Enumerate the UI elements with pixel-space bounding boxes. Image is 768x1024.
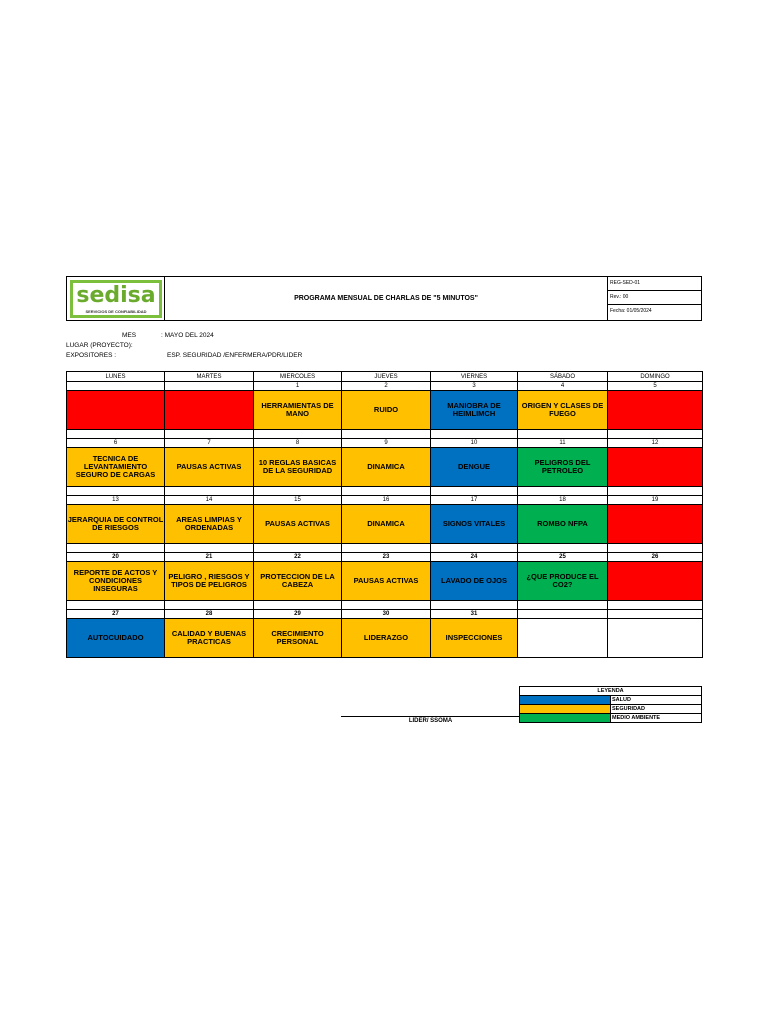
date-number (67, 382, 165, 391)
topic-cell: CALIDAD Y BUENAS PRACTICAS (165, 619, 254, 658)
date-number: 28 (165, 610, 254, 619)
lugar-label: LUGAR (PROYECTO): (66, 342, 133, 349)
topic-cell: PAUSAS ACTIVAS (165, 448, 254, 487)
expositores-value: ESP. SEGURIDAD /ENFERMERA/PDR/LIDER (167, 352, 303, 359)
company-logo (70, 280, 162, 318)
date-number: 20 (67, 553, 165, 562)
date-number: 23 (342, 553, 431, 562)
date-number: 7 (165, 439, 254, 448)
date-number: 18 (518, 496, 608, 505)
topic-cell: DINAMICA (342, 448, 431, 487)
document-date: Fecha: 01/05/2024 (610, 308, 652, 314)
signature-line (341, 716, 520, 717)
date-number: 27 (67, 610, 165, 619)
expositores-label: EXPOSITORES : (66, 352, 117, 359)
legend-label-salud: SALUD (611, 696, 702, 705)
spacer-cell (165, 430, 254, 439)
topic-cell: ¿QUE PRODUCE EL CO2? (518, 562, 608, 601)
date-number: 21 (165, 553, 254, 562)
date-number: 31 (431, 610, 518, 619)
spacer-cell (518, 601, 608, 610)
weekday-header: LUNES (67, 372, 165, 382)
logo-cell (67, 277, 165, 320)
topic-cell: PAUSAS ACTIVAS (342, 562, 431, 601)
date-number: 15 (254, 496, 342, 505)
topic-cell: RUIDO (342, 391, 431, 430)
spacer-cell (67, 544, 165, 553)
date-number: 24 (431, 553, 518, 562)
date-number: 10 (431, 439, 518, 448)
weekday-header-row (67, 372, 703, 382)
date-number (165, 382, 254, 391)
topic-row (67, 505, 703, 544)
topic-cell: HERRAMIENTAS DE MANO (254, 391, 342, 430)
topic-cell: PELIGRO , RIESGOS Y TIPOS DE PELIGROS (165, 562, 254, 601)
spacer-row (67, 544, 703, 553)
spacer-cell (67, 601, 165, 610)
spacer-cell (254, 487, 342, 496)
topic-cell (165, 391, 254, 430)
spacer-cell (342, 487, 431, 496)
date-number-row (67, 496, 703, 505)
date-number (608, 610, 703, 619)
topic-cell: PROTECCION DE LA CABEZA (254, 562, 342, 601)
spacer-cell (342, 544, 431, 553)
spacer-cell (518, 487, 608, 496)
topic-cell (608, 619, 703, 658)
document-title: PROGRAMA MENSUAL DE CHARLAS DE "5 MINUTOS" (294, 295, 478, 302)
signature-label: LIDER/ SSOMA (408, 718, 453, 724)
date-number: 12 (608, 439, 703, 448)
spacer-cell (254, 601, 342, 610)
weekday-header: VIERNES (431, 372, 518, 382)
spacer-cell (608, 601, 703, 610)
topic-cell: AUTOCUIDADO (67, 619, 165, 658)
weekday-header: MARTES (165, 372, 254, 382)
legend-title: LEYENDA (520, 687, 702, 696)
topic-cell (608, 562, 703, 601)
legend-row (520, 714, 702, 723)
topic-cell: TECNICA DE LEVANTAMIENTO SEGURO DE CARGAS (67, 448, 165, 487)
topic-row (67, 448, 703, 487)
spacer-cell (608, 430, 703, 439)
legend-row (520, 696, 702, 705)
topic-row (67, 562, 703, 601)
date-number: 17 (431, 496, 518, 505)
spacer-cell (342, 430, 431, 439)
topic-row (67, 391, 703, 430)
topic-cell: DENGUE (431, 448, 518, 487)
topic-cell (608, 391, 703, 430)
document-header (66, 276, 702, 321)
legend-label-medio-ambiente: MEDIO AMBIENTE (611, 714, 702, 723)
document-code: REG-SED-01 (608, 277, 701, 291)
legend-swatch-salud (520, 696, 611, 705)
calendar-table (66, 371, 703, 658)
topic-cell: DINAMICA (342, 505, 431, 544)
legend-row (520, 705, 702, 714)
topic-cell (518, 619, 608, 658)
document-meta (607, 277, 701, 320)
date-number: 13 (67, 496, 165, 505)
spacer-cell (254, 544, 342, 553)
topic-cell: 10 REGLAS BASICAS DE LA SEGURIDAD (254, 448, 342, 487)
spacer-cell (431, 601, 518, 610)
weekday-header: SÁBADO (518, 372, 608, 382)
topic-cell: MANIOBRA DE HEIMLIMCH (431, 391, 518, 430)
spacer-cell (342, 601, 431, 610)
topic-cell: LIDERAZGO (342, 619, 431, 658)
spacer-cell (431, 487, 518, 496)
date-number: 30 (342, 610, 431, 619)
topic-cell: JERARQUIA DE CONTROL DE RIESGOS (67, 505, 165, 544)
date-number: 29 (254, 610, 342, 619)
spacer-cell (165, 601, 254, 610)
topic-cell: PELIGROS DEL PETROLEO (518, 448, 608, 487)
topic-cell (608, 448, 703, 487)
date-number: 19 (608, 496, 703, 505)
spacer-row (67, 487, 703, 496)
date-number: 11 (518, 439, 608, 448)
weekday-header: DOMINGO (608, 372, 703, 382)
date-number: 22 (254, 553, 342, 562)
date-number-row (67, 553, 703, 562)
spacer-cell (254, 430, 342, 439)
spacer-cell (67, 430, 165, 439)
topic-cell (67, 391, 165, 430)
date-number: 4 (518, 382, 608, 391)
date-number: 8 (254, 439, 342, 448)
spacer-row (67, 430, 703, 439)
spacer-cell (165, 487, 254, 496)
logo-tagline: SERVICIOS DE CONFIABILIDAD (85, 309, 147, 314)
spacer-cell (608, 544, 703, 553)
mes-label: MES (122, 332, 137, 339)
spacer-cell (431, 430, 518, 439)
date-number: 6 (67, 439, 165, 448)
date-number: 16 (342, 496, 431, 505)
legend-label-seguridad: SEGURIDAD (611, 705, 702, 714)
topic-cell (608, 505, 703, 544)
document-revision: Rev.: 00 (608, 291, 701, 305)
date-number (518, 610, 608, 619)
date-number-row (67, 439, 703, 448)
spacer-cell (518, 430, 608, 439)
date-number: 14 (165, 496, 254, 505)
topic-row (67, 619, 703, 658)
spacer-row (67, 601, 703, 610)
spacer-cell (518, 544, 608, 553)
weekday-header: MIERCOLES (254, 372, 342, 382)
topic-cell: ORIGEN Y CLASES DE FUEGO (518, 391, 608, 430)
topic-cell: INSPECCIONES (431, 619, 518, 658)
date-number-row (67, 610, 703, 619)
legend-swatch-medio-ambiente (520, 714, 611, 723)
topic-cell: CRECIMIENTO PERSONAL (254, 619, 342, 658)
date-number: 3 (431, 382, 518, 391)
spacer-cell (431, 544, 518, 553)
spacer-cell (608, 487, 703, 496)
topic-cell: PAUSAS ACTIVAS (254, 505, 342, 544)
topic-cell: LAVADO DE OJOS (431, 562, 518, 601)
topic-cell: SIGNOS VITALES (431, 505, 518, 544)
weekday-header: JUEVES (342, 372, 431, 382)
spacer-cell (67, 487, 165, 496)
date-number: 9 (342, 439, 431, 448)
legend-swatch-seguridad (520, 705, 611, 714)
spacer-cell (165, 544, 254, 553)
date-number: 1 (254, 382, 342, 391)
topic-cell: AREAS LIMPIAS Y ORDENADAS (165, 505, 254, 544)
date-number: 25 (518, 553, 608, 562)
topic-cell: REPORTE DE ACTOS Y CONDICIONES INSEGURAS (67, 562, 165, 601)
date-number: 26 (608, 553, 703, 562)
date-number: 2 (342, 382, 431, 391)
date-number-row (67, 382, 703, 391)
topic-cell: ROMBO NFPA (518, 505, 608, 544)
legend-table (519, 686, 702, 723)
mes-value: : MAYO DEL 2024 (161, 332, 214, 339)
logo-wordmark: sedisa (76, 283, 156, 308)
date-number: 5 (608, 382, 703, 391)
